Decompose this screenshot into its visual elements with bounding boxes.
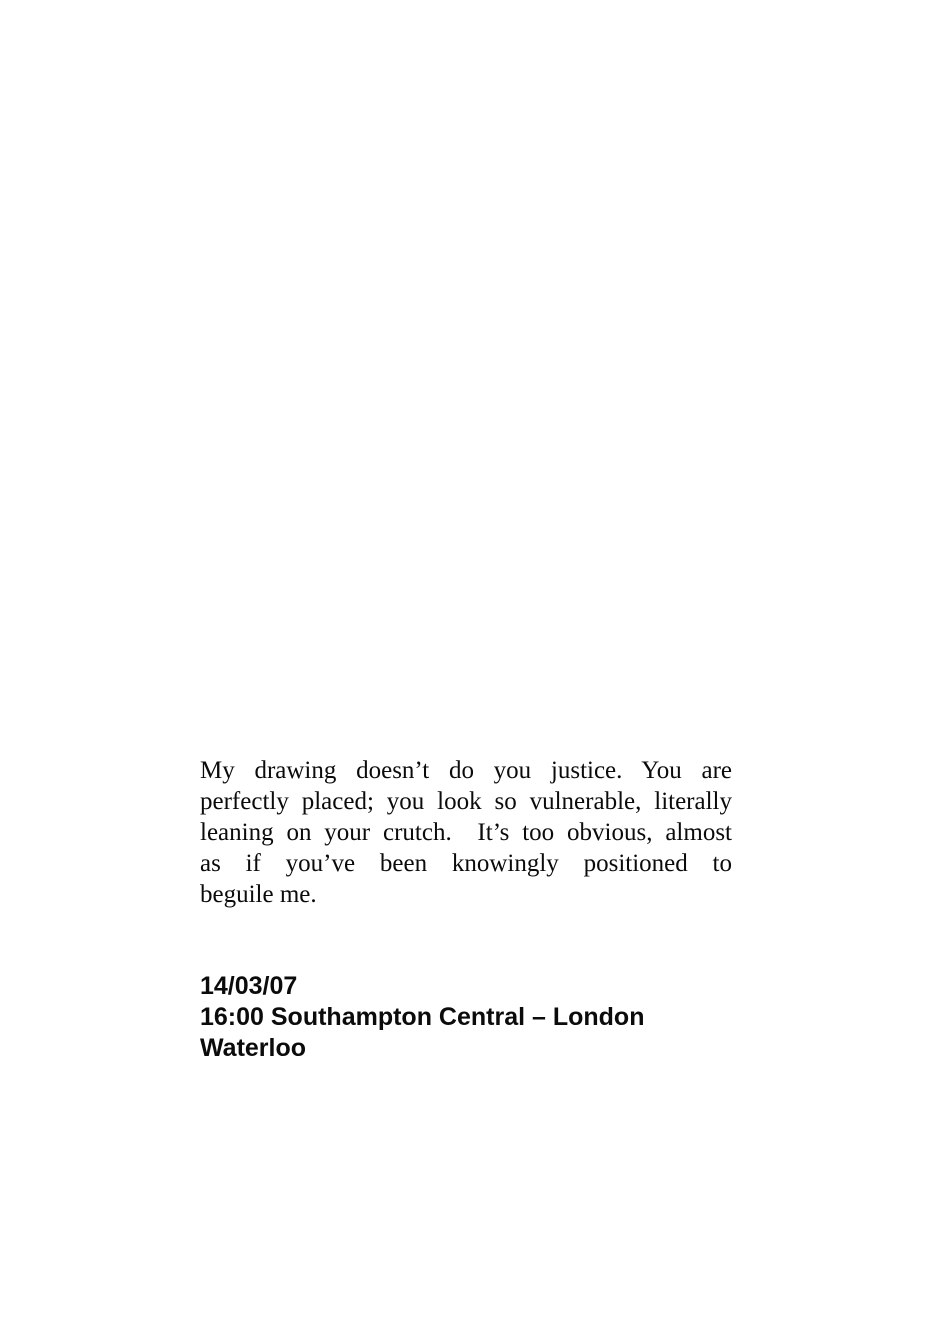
paragraph-line: My drawing doesn’t do you justice. You are (200, 757, 732, 784)
journey-route-line: Waterloo (200, 1034, 307, 1062)
paragraph-line: as if you’ve been knowingly positioned to (200, 850, 732, 877)
paragraph-line: beguile me. (200, 881, 317, 908)
journey-date: 14/03/07 (200, 972, 298, 1000)
journey-route-line: 16:00 Southampton Central – London (200, 1003, 645, 1031)
paragraph-line: leaning on your crutch. It’s too obvious, almost (200, 819, 732, 846)
paragraph-line: perfectly placed; you look so vulnerable, literally (200, 788, 732, 815)
journey-heading (200, 971, 732, 1064)
journal-paragraph (200, 755, 732, 910)
